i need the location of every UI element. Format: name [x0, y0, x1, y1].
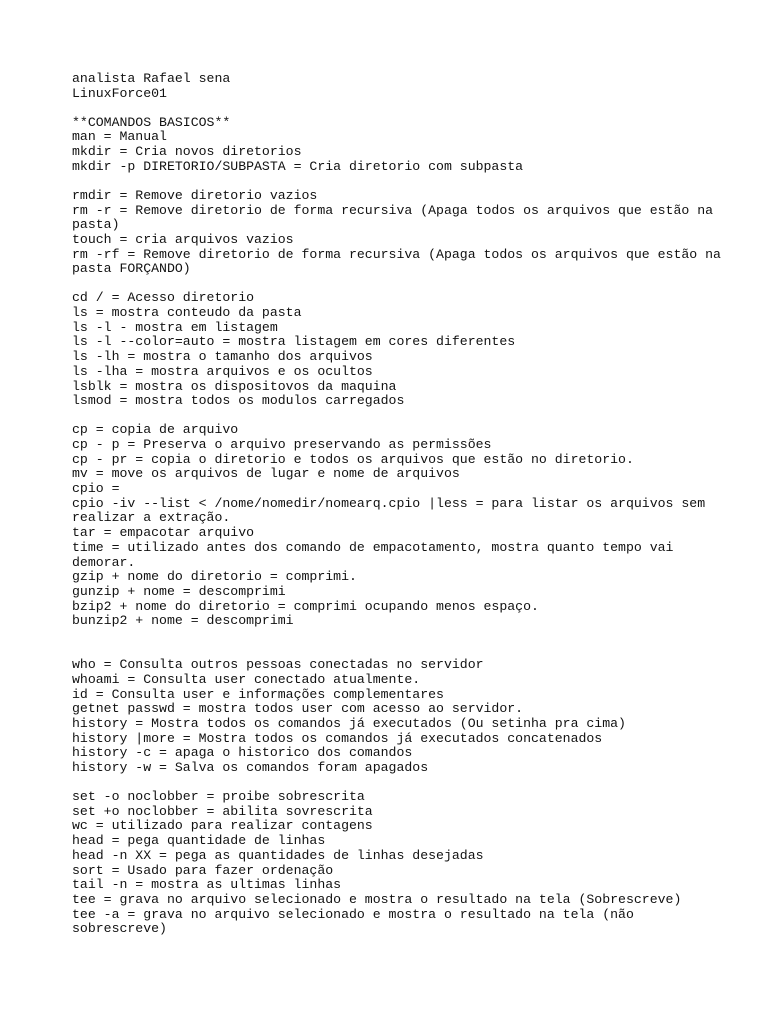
- section-navegacao: [72, 291, 712, 409]
- text-line: who = Consulta outros pessoas conectadas no servidor: [72, 657, 484, 673]
- text-line: gunzip + nome = descomprimi: [72, 583, 286, 599]
- text-line: mv = move os arquivos de lugar e nome de arquivos: [72, 466, 460, 482]
- text-line: pasta): [72, 217, 120, 233]
- text-line: ls -l - mostra em listagem: [72, 319, 278, 335]
- code-line: LinuxForce01: [72, 85, 167, 101]
- paragraph-gap: [72, 776, 712, 790]
- text-line: rmdir = Remove diretorio vazios: [72, 187, 318, 203]
- paragraph-gap: [72, 101, 712, 115]
- text-line: tee = grava no arquivo selecionado e mostra o resultado na tela (Sobrescreve): [72, 891, 682, 907]
- text-line: tar = empacotar arquivo: [72, 525, 255, 541]
- text-line: time = utilizado antes dos comando de empacotamento, mostra quanto tempo vai: [72, 539, 674, 555]
- text-line: lsmod = mostra todos os modulos carregados: [72, 393, 405, 409]
- section-copia: [72, 423, 712, 629]
- text-line: cp - p = Preserva o arquivo preservando as permissões: [72, 436, 492, 452]
- text-line: cpio =: [72, 481, 120, 497]
- text-line: mkdir -p DIRETORIO/SUBPASTA = Cria diretorio com subpasta: [72, 158, 524, 174]
- text-line: lsblk = mostra os dispositovos da maquina: [72, 378, 397, 394]
- text-line: cp - pr = copia o diretorio e todos os arquivos que estão no diretorio.: [72, 451, 634, 467]
- text-line: cp = copia de arquivo: [72, 422, 239, 438]
- text-line: ls = mostra conteudo da pasta: [72, 305, 302, 321]
- text-line: mkdir = Cria novos diretorios: [72, 144, 302, 160]
- section-remocao: [72, 187, 721, 277]
- section-title: **COMANDOS BASICOS**: [72, 114, 231, 130]
- text-line: gzip + nome do diretorio = comprimi.: [72, 569, 357, 585]
- text-line: tail -n = mostra as ultimas linhas: [72, 877, 342, 893]
- text-line: history |more = Mostra todos os comandos já executados concatenados: [72, 730, 603, 746]
- text-line: set -o noclobber = proibe sobrescrita: [72, 789, 365, 805]
- text-line: sobrescreve): [72, 921, 167, 937]
- text-line: touch = cria arquivos vazios: [72, 231, 294, 247]
- text-line: realizar a extração.: [72, 510, 231, 526]
- text-line: man = Manual: [72, 129, 167, 145]
- paragraph-gap: [72, 175, 712, 189]
- text-line: bunzip2 + nome = descomprimi: [72, 613, 294, 629]
- text-line: history -c = apaga o historico dos comandos: [72, 745, 413, 761]
- text-line: bzip2 + nome do diretorio = comprimi ocupando menos espaço.: [72, 598, 539, 614]
- text-line: ls -lha = mostra arquivos e os ocultos: [72, 363, 373, 379]
- text-line: history -w = Salva os comandos foram apagados: [72, 760, 429, 776]
- text-line: rm -rf = Remove diretorio de forma recursiva (Apaga todos os arquivos que estão na: [72, 246, 721, 262]
- text-line: cpio -iv --list < /nome/nomedir/nomearq.cpio |less = para listar os arquivos sem: [72, 495, 706, 511]
- text-line: pasta FORÇANDO): [72, 261, 191, 277]
- text-line: history = Mostra todos os comandos já executados (Ou setinha pra cima): [72, 715, 626, 731]
- text-line: demorar.: [72, 554, 136, 570]
- document-page: [72, 71, 721, 937]
- text-line: tee -a = grava no arquivo selecionado e mostra o resultado na tela (não: [72, 906, 634, 922]
- text-line: whoami = Consulta user conectado atualmente.: [72, 671, 421, 687]
- text-line: sort = Usado para fazer ordenação: [72, 862, 334, 878]
- text-line: rm -r = Remove diretorio de forma recursiva (Apaga todos os arquivos que estão na: [72, 202, 714, 218]
- section-texto: [72, 790, 712, 937]
- paragraph-gap: [72, 277, 712, 291]
- section-usuarios: [72, 658, 712, 776]
- paragraph-gap: [72, 409, 712, 423]
- text-line: head -n XX = pega as quantidades de linhas desejadas: [72, 847, 484, 863]
- text-line: getnet passwd = mostra todos user com acesso ao servidor.: [72, 701, 524, 717]
- text-line: id = Consulta user e informações complementares: [72, 686, 444, 702]
- text-line: ls -lh = mostra o tamanho dos arquivos: [72, 349, 373, 365]
- paragraph-gap: [72, 629, 712, 658]
- text-line: cd / = Acesso diretorio: [72, 290, 255, 306]
- author-line: analista Rafael sena: [72, 71, 231, 86]
- text-line: set +o noclobber = abilita sovrescrita: [72, 803, 373, 819]
- text-line: head = pega quantidade de linhas: [72, 833, 326, 849]
- text-line: wc = utilizado para realizar contagens: [72, 818, 373, 834]
- text-line: ls -l --color=auto = mostra listagem em cores diferentes: [72, 334, 516, 350]
- section-basicos: [72, 116, 712, 175]
